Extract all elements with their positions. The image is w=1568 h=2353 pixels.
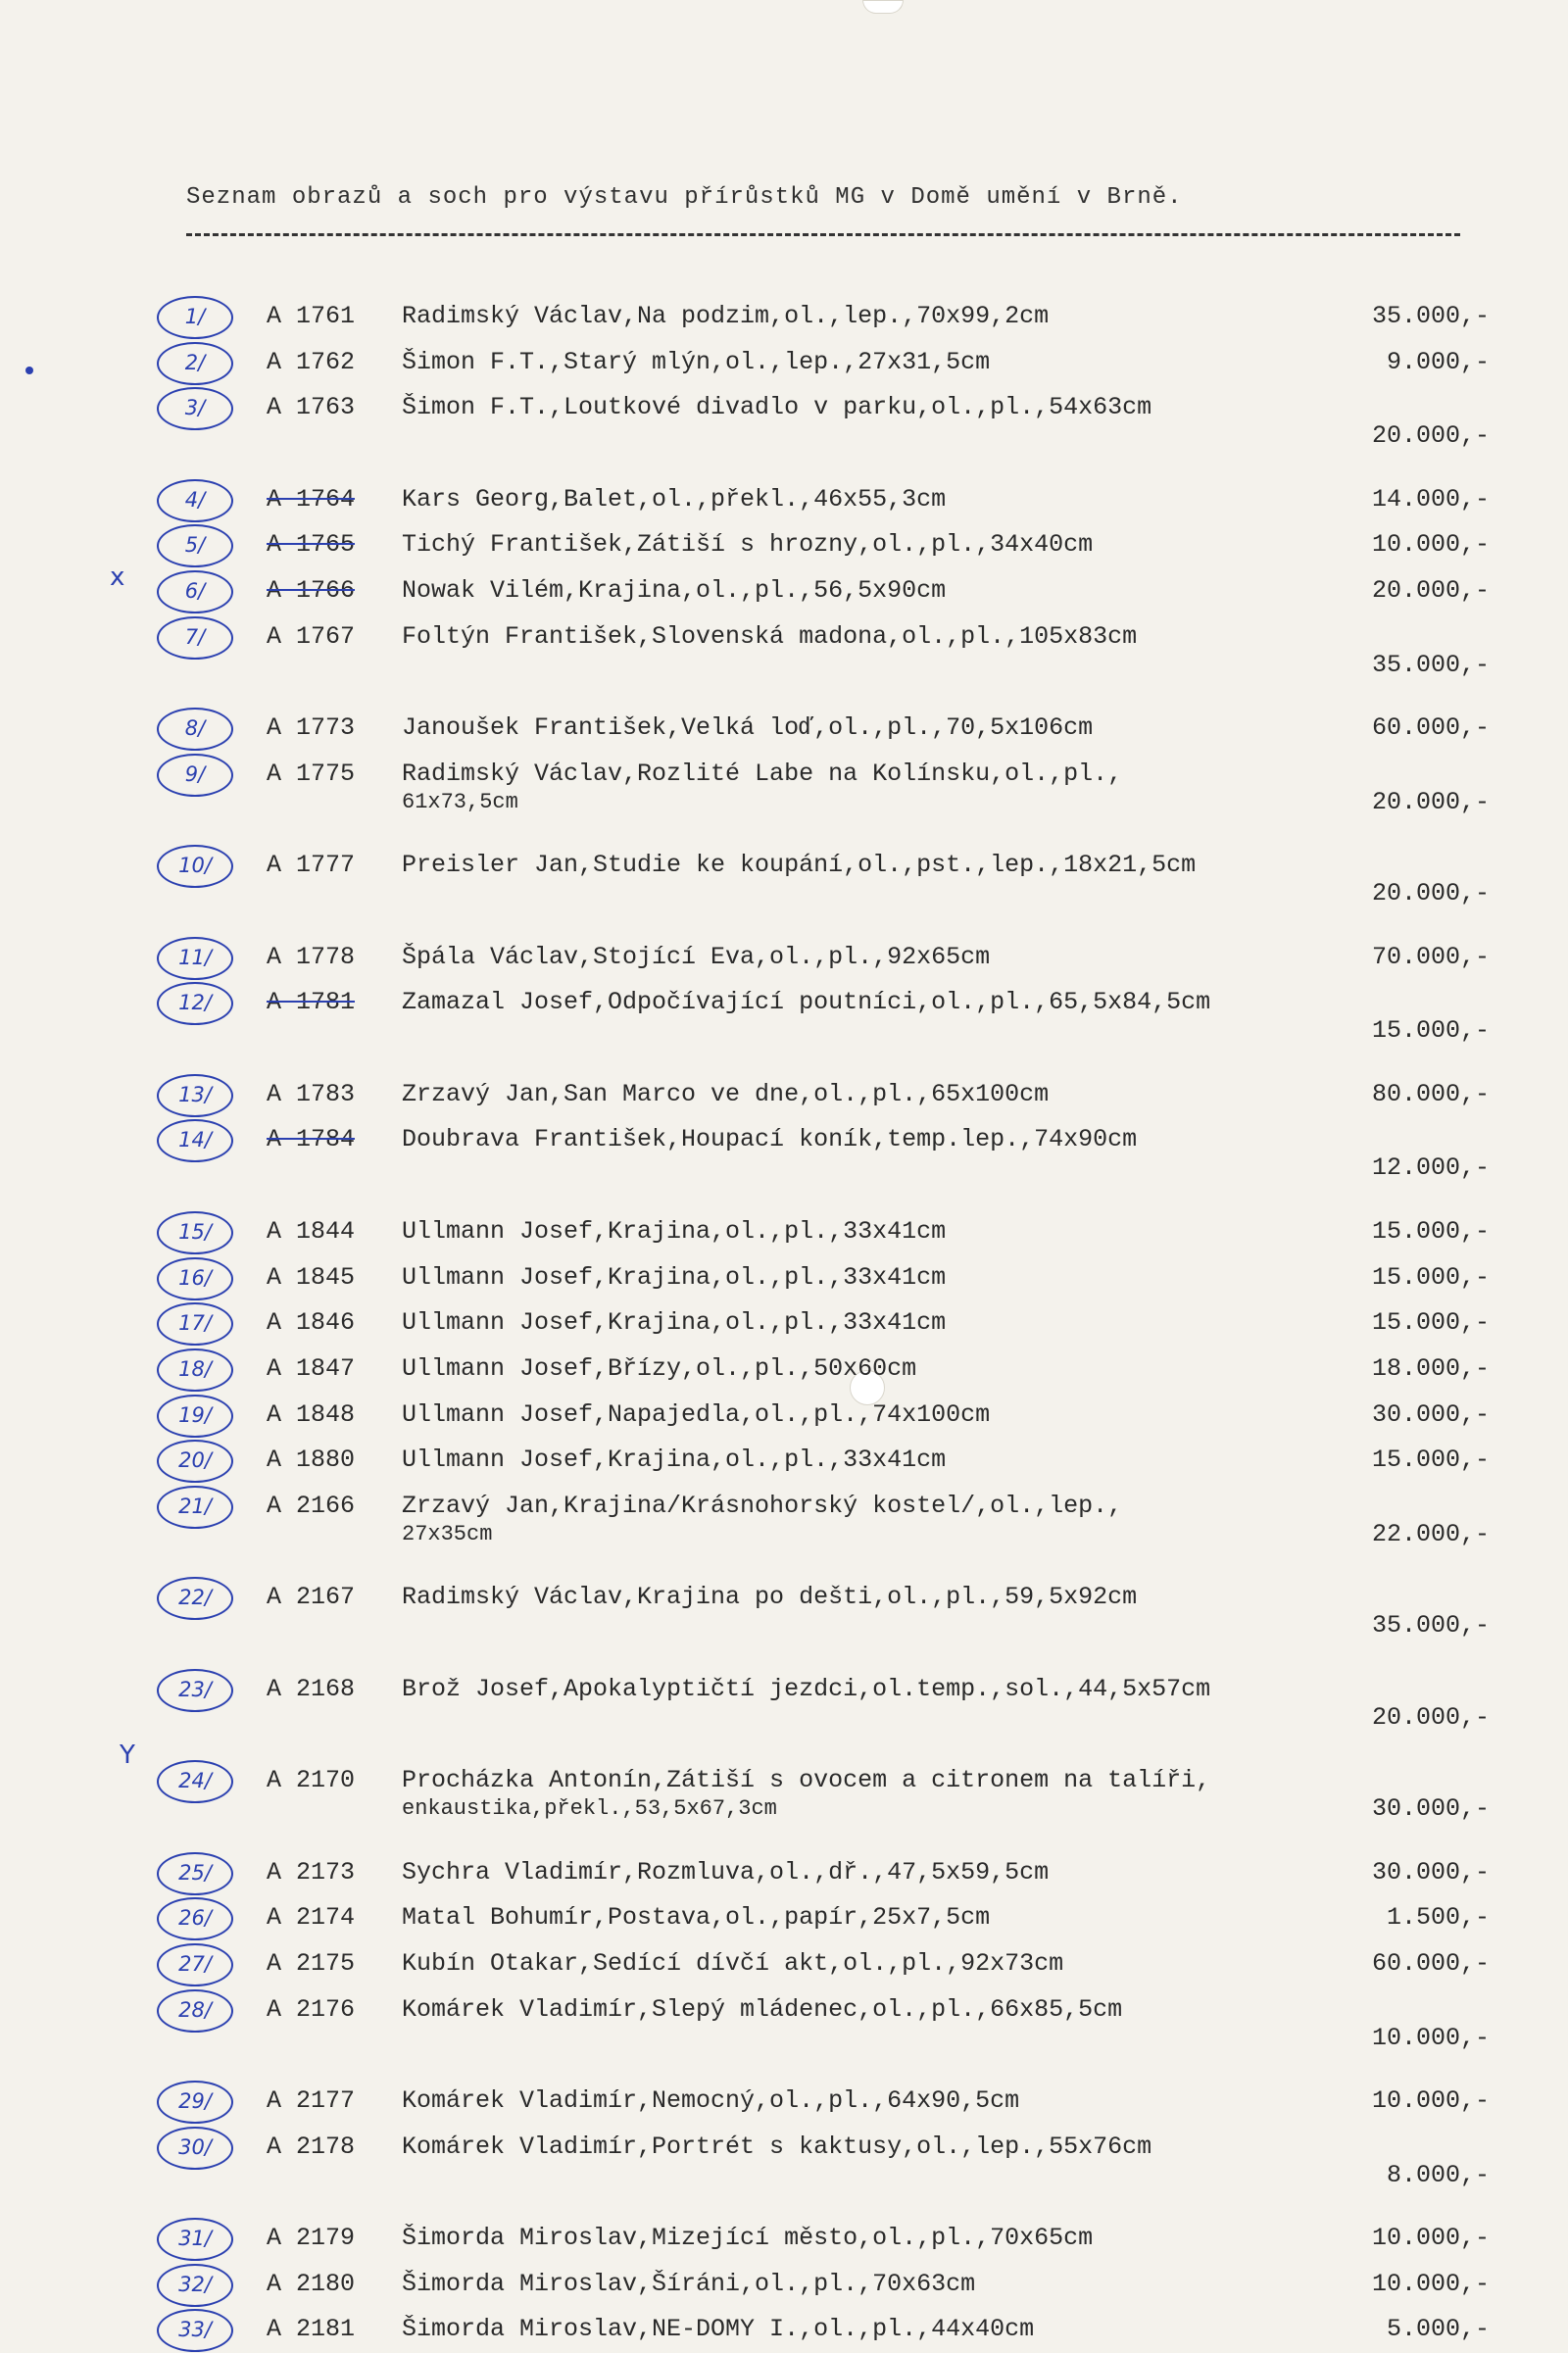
list-item bbox=[157, 1850, 1490, 1896]
artwork-description: Ullmann Josef,Krajina,ol.,pl.,33x41cm bbox=[402, 1446, 947, 1475]
circled-entry-number: 11/ bbox=[157, 937, 233, 980]
inventory-number bbox=[267, 1667, 394, 1712]
inventory-number-text: A 2179 bbox=[267, 2224, 356, 2253]
inventory-number-text: A 2173 bbox=[267, 1857, 356, 1887]
inventory-number bbox=[267, 385, 394, 430]
artwork-description: Šimorda Miroslav,NE-DOMY I.,ol.,pl.,44x40cm bbox=[402, 2315, 1035, 2344]
artwork-description: Šimon F.T.,Loutkové divadlo v parku,ol.,pl.,54x63cm bbox=[402, 393, 1152, 422]
artwork-description: Procházka Antonín,Zátiší s ovocem a citronem na talíři, bbox=[402, 1766, 1211, 1795]
inventory-number-text: A 1777 bbox=[267, 851, 356, 880]
entries-list bbox=[157, 294, 1490, 2353]
list-item bbox=[157, 1575, 1490, 1666]
circled-entry-number: 29/ bbox=[157, 2081, 233, 2124]
inventory-number-text: A 1766 bbox=[267, 576, 356, 606]
inventory-number bbox=[267, 477, 394, 522]
artwork-description: Kubín Otakar,Sedící dívčí akt,ol.,pl.,92x73cm bbox=[402, 1948, 1064, 1978]
circled-entry-number: 23/ bbox=[157, 1669, 233, 1712]
price: 10.000,- bbox=[1371, 2085, 1490, 2115]
inventory-number-text: A 2180 bbox=[267, 2269, 356, 2298]
inventory-number bbox=[267, 1484, 394, 1529]
artwork-description: Zrzavý Jan,San Marco ve dne,ol.,pl.,65x100cm bbox=[402, 1079, 1050, 1108]
artwork-description: Ullmann Josef,Krajina,ol.,pl.,33x41cm bbox=[402, 1216, 947, 1246]
price: 30.000,- bbox=[1371, 1794, 1490, 1824]
inventory-number-text: A 2178 bbox=[267, 2132, 356, 2161]
inventory-number-text: A 2166 bbox=[267, 1491, 356, 1520]
artwork-description: Radimský Václav,Krajina po dešti,ol.,pl.,59,5x92cm bbox=[402, 1583, 1138, 1612]
artwork-description: Šimorda Miroslav,Šíráni,ol.,pl.,70x63cm bbox=[402, 2269, 976, 2298]
inventory-number bbox=[267, 980, 394, 1025]
artwork-description: Komárek Vladimír,Portrét s kaktusy,ol.,lep.,55x76cm bbox=[402, 2132, 1152, 2161]
inventory-number-text: A 2168 bbox=[267, 1674, 356, 1703]
inventory-number-text: A 1847 bbox=[267, 1353, 356, 1383]
price: 18.000,- bbox=[1371, 1353, 1490, 1383]
list-item bbox=[157, 340, 1490, 386]
artwork-description: Zamazal Josef,Odpočívající poutníci,ol.,pl.,65,5x84,5cm bbox=[402, 988, 1211, 1017]
price: 15.000,- bbox=[1371, 1216, 1490, 1246]
list-item bbox=[157, 2307, 1490, 2353]
inventory-number-text: A 1767 bbox=[267, 621, 356, 651]
inventory-number-text: A 1765 bbox=[267, 530, 356, 560]
inventory-number bbox=[267, 1758, 394, 1803]
price: 20.000,- bbox=[1371, 1702, 1490, 1732]
circled-entry-number: 26/ bbox=[157, 1897, 233, 1940]
list-item bbox=[157, 706, 1490, 752]
price: 10.000,- bbox=[1371, 2224, 1490, 2253]
list-item bbox=[157, 568, 1490, 614]
artwork-description: Šimon F.T.,Starý mlýn,ol.,lep.,27x31,5cm bbox=[402, 347, 991, 376]
circled-entry-number: 2/ bbox=[157, 342, 233, 385]
artwork-description: Komárek Vladimír,Slepý mládenec,ol.,pl.,66x85,5cm bbox=[402, 1994, 1123, 2024]
artwork-description: Foltýn František,Slovenská madona,ol.,pl.,105x83cm bbox=[402, 621, 1138, 651]
ink-dot bbox=[25, 367, 33, 374]
circled-entry-number: 31/ bbox=[157, 2218, 233, 2261]
price: 10.000,- bbox=[1371, 530, 1490, 560]
price: 15.000,- bbox=[1371, 1016, 1490, 1046]
price: 22.000,- bbox=[1371, 1519, 1490, 1548]
circled-entry-number: 6/ bbox=[157, 570, 233, 613]
circled-entry-number: 10/ bbox=[157, 845, 233, 888]
inventory-number bbox=[267, 2216, 394, 2261]
inventory-number bbox=[267, 294, 394, 339]
inventory-number-text: A 1763 bbox=[267, 393, 356, 422]
price: 15.000,- bbox=[1371, 1446, 1490, 1475]
artwork-description: Tichý František,Zátiší s hrozny,ol.,pl.,34x40cm bbox=[402, 530, 1094, 560]
circled-entry-number: 18/ bbox=[157, 1348, 233, 1392]
circled-entry-number: 1/ bbox=[157, 296, 233, 339]
circled-entry-number: 13/ bbox=[157, 1074, 233, 1117]
inventory-number bbox=[267, 843, 394, 888]
price: 10.000,- bbox=[1371, 2269, 1490, 2298]
inventory-number bbox=[267, 1895, 394, 1940]
artwork-description: Šimorda Miroslav,Mizející město,ol.,pl.,70x65cm bbox=[402, 2224, 1094, 2253]
artwork-description: Ullmann Josef,Napajedla,ol.,pl.,74x100cm bbox=[402, 1399, 991, 1429]
inventory-number bbox=[267, 1300, 394, 1346]
list-item bbox=[157, 1209, 1490, 1255]
artwork-description: Doubrava František,Houpací koník,temp.lep.,74x90cm bbox=[402, 1125, 1138, 1154]
inventory-number bbox=[267, 706, 394, 751]
circled-entry-number: 8/ bbox=[157, 708, 233, 751]
price: 10.000,- bbox=[1371, 2023, 1490, 2052]
inventory-number bbox=[267, 2125, 394, 2170]
inventory-number-text: A 2181 bbox=[267, 2315, 356, 2344]
list-item bbox=[157, 2216, 1490, 2262]
inventory-number bbox=[267, 752, 394, 797]
price: 12.000,- bbox=[1371, 1153, 1490, 1183]
list-item bbox=[157, 1987, 1490, 2079]
inventory-number-text: A 2177 bbox=[267, 2085, 356, 2115]
price: 20.000,- bbox=[1371, 576, 1490, 606]
inventory-number bbox=[267, 2262, 394, 2307]
inventory-number-text: A 1783 bbox=[267, 1079, 356, 1108]
list-item bbox=[157, 980, 1490, 1071]
circled-entry-number: 14/ bbox=[157, 1119, 233, 1162]
price: 35.000,- bbox=[1371, 1611, 1490, 1641]
list-item bbox=[157, 1347, 1490, 1393]
inventory-number bbox=[267, 2079, 394, 2124]
inventory-number-text: A 1784 bbox=[267, 1125, 356, 1154]
list-item bbox=[157, 1393, 1490, 1439]
circled-entry-number: 28/ bbox=[157, 1989, 233, 2033]
artwork-description: Matal Bohumír,Postava,ol.,papír,25x7,5cm bbox=[402, 1903, 991, 1933]
inventory-number-text: A 1845 bbox=[267, 1262, 356, 1292]
list-item bbox=[157, 843, 1490, 934]
circled-entry-number: 4/ bbox=[157, 479, 233, 522]
list-item bbox=[157, 1438, 1490, 1484]
inventory-number bbox=[267, 340, 394, 385]
price: 14.000,- bbox=[1371, 484, 1490, 514]
circled-entry-number: 9/ bbox=[157, 754, 233, 797]
list-item bbox=[157, 2079, 1490, 2125]
inventory-number bbox=[267, 1393, 394, 1438]
price: 35.000,- bbox=[1371, 650, 1490, 679]
inventory-number-text: A 1764 bbox=[267, 484, 356, 514]
list-item bbox=[157, 1758, 1490, 1849]
artwork-description: Ullmann Josef,Krajina,ol.,pl.,33x41cm bbox=[402, 1308, 947, 1338]
price: 20.000,- bbox=[1371, 879, 1490, 908]
inventory-number-text: A 2175 bbox=[267, 1948, 356, 1978]
inventory-number-text: A 1846 bbox=[267, 1308, 356, 1338]
circled-entry-number: 21/ bbox=[157, 1486, 233, 1529]
inventory-number bbox=[267, 1438, 394, 1483]
artwork-description: Nowak Vilém,Krajina,ol.,pl.,56,5x90cm bbox=[402, 576, 947, 606]
list-item bbox=[157, 935, 1490, 981]
price: 20.000,- bbox=[1371, 787, 1490, 816]
circled-entry-number: 27/ bbox=[157, 1943, 233, 1986]
circled-entry-number: 7/ bbox=[157, 616, 233, 660]
circled-entry-number: 25/ bbox=[157, 1852, 233, 1895]
artwork-description: Kars Georg,Balet,ol.,překl.,46x55,3cm bbox=[402, 484, 947, 514]
inventory-number bbox=[267, 2307, 394, 2352]
title-underline bbox=[186, 233, 1460, 236]
circled-entry-number: 30/ bbox=[157, 2127, 233, 2170]
artwork-description: Zrzavý Jan,Krajina/Krásnohorský kostel/,ol.,lep., bbox=[402, 1491, 1123, 1520]
inventory-number bbox=[267, 614, 394, 660]
circled-entry-number: 5/ bbox=[157, 524, 233, 567]
document-title: Seznam obrazů a soch pro výstavu přírůstků MG v Domě umění v Brně. bbox=[186, 184, 1183, 211]
circled-entry-number: 33/ bbox=[157, 2309, 233, 2352]
inventory-number bbox=[267, 568, 394, 613]
artwork-description-continued: 27x35cm bbox=[402, 1521, 493, 1546]
artwork-description: Sychra Vladimír,Rozmluva,ol.,dř.,47,5x59,5cm bbox=[402, 1857, 1050, 1887]
artwork-description: Špála Václav,Stojící Eva,ol.,pl.,92x65cm bbox=[402, 942, 991, 971]
inventory-number-text: A 2174 bbox=[267, 1903, 356, 1933]
inventory-number bbox=[267, 1347, 394, 1392]
price: 30.000,- bbox=[1371, 1857, 1490, 1887]
inventory-number-text: A 1761 bbox=[267, 302, 356, 330]
price: 20.000,- bbox=[1371, 421, 1490, 451]
inventory-number bbox=[267, 1072, 394, 1117]
handwritten-mark-x: x bbox=[110, 563, 125, 592]
inventory-number-text: A 1848 bbox=[267, 1399, 356, 1429]
artwork-description: Radimský Václav,Rozlité Labe na Kolínsku,ol.,pl., bbox=[402, 759, 1123, 788]
inventory-number-text: A 2167 bbox=[267, 1583, 356, 1612]
inventory-number-text: A 1775 bbox=[267, 759, 356, 788]
inventory-number bbox=[267, 1850, 394, 1895]
price: 1.500,- bbox=[1386, 1903, 1490, 1933]
inventory-number-text: A 1778 bbox=[267, 942, 356, 971]
inventory-number-text: A 1844 bbox=[267, 1216, 356, 1246]
list-item bbox=[157, 1667, 1490, 1758]
list-item bbox=[157, 1941, 1490, 1987]
price: 70.000,- bbox=[1371, 942, 1490, 971]
price: 15.000,- bbox=[1371, 1308, 1490, 1338]
list-item bbox=[157, 477, 1490, 523]
inventory-number bbox=[267, 1941, 394, 1986]
circled-entry-number: 15/ bbox=[157, 1211, 233, 1254]
inventory-number-text: A 1773 bbox=[267, 713, 356, 743]
price: 60.000,- bbox=[1371, 713, 1490, 743]
list-item bbox=[157, 1484, 1490, 1575]
inventory-number bbox=[267, 1209, 394, 1254]
price: 15.000,- bbox=[1371, 1262, 1490, 1292]
circled-entry-number: 17/ bbox=[157, 1302, 233, 1346]
price: 8.000,- bbox=[1386, 2160, 1490, 2189]
artwork-description: Preisler Jan,Studie ke koupání,ol.,pst.,lep.,18x21,5cm bbox=[402, 851, 1197, 880]
price: 80.000,- bbox=[1371, 1079, 1490, 1108]
inventory-number-text: A 1762 bbox=[267, 347, 356, 376]
list-item bbox=[157, 1072, 1490, 1118]
circled-entry-number: 3/ bbox=[157, 387, 233, 430]
circled-entry-number: 32/ bbox=[157, 2264, 233, 2307]
list-item bbox=[157, 1300, 1490, 1347]
list-item bbox=[157, 752, 1490, 843]
price: 5.000,- bbox=[1386, 2315, 1490, 2344]
artwork-description: Radimský Václav,Na podzim,ol.,lep.,70x99,2cm bbox=[402, 302, 1050, 330]
inventory-number bbox=[267, 935, 394, 980]
circled-entry-number: 24/ bbox=[157, 1760, 233, 1803]
artwork-description: Komárek Vladimír,Nemocný,ol.,pl.,64x90,5cm bbox=[402, 2085, 1020, 2115]
price: 30.000,- bbox=[1371, 1399, 1490, 1429]
artwork-description-continued: 61x73,5cm bbox=[402, 789, 518, 814]
inventory-number bbox=[267, 522, 394, 567]
inventory-number bbox=[267, 1255, 394, 1300]
punch-hole-top bbox=[862, 0, 904, 14]
inventory-number bbox=[267, 1575, 394, 1620]
list-item bbox=[157, 385, 1490, 476]
list-item bbox=[157, 614, 1490, 706]
inventory-number-text: A 1880 bbox=[267, 1446, 356, 1475]
list-item bbox=[157, 2125, 1490, 2216]
list-item bbox=[157, 1255, 1490, 1301]
artwork-description: Ullmann Josef,Krajina,ol.,pl.,33x41cm bbox=[402, 1262, 947, 1292]
artwork-description: Janoušek František,Velká loď,ol.,pl.,70,5x106cm bbox=[402, 713, 1094, 743]
artwork-description-continued: enkaustika,překl.,53,5x67,3cm bbox=[402, 1796, 777, 1822]
list-item bbox=[157, 1895, 1490, 1941]
circled-entry-number: 12/ bbox=[157, 982, 233, 1025]
circled-entry-number: 22/ bbox=[157, 1577, 233, 1620]
handwritten-mark-y: Y bbox=[120, 1740, 135, 1770]
inventory-number bbox=[267, 1987, 394, 2033]
price: 35.000,- bbox=[1371, 302, 1490, 330]
price: 9.000,- bbox=[1386, 347, 1490, 376]
list-item bbox=[157, 294, 1490, 340]
inventory-number bbox=[267, 1117, 394, 1162]
circled-entry-number: 20/ bbox=[157, 1440, 233, 1483]
inventory-number-text: A 2170 bbox=[267, 1766, 356, 1795]
list-item bbox=[157, 1117, 1490, 1208]
inventory-number-text: A 2176 bbox=[267, 1994, 356, 2024]
price: 60.000,- bbox=[1371, 1948, 1490, 1978]
list-item bbox=[157, 522, 1490, 568]
artwork-description: Ullmann Josef,Břízy,ol.,pl.,50x60cm bbox=[402, 1353, 917, 1383]
list-item bbox=[157, 2262, 1490, 2308]
circled-entry-number: 19/ bbox=[157, 1395, 233, 1438]
circled-entry-number: 16/ bbox=[157, 1257, 233, 1300]
inventory-number-text: A 1781 bbox=[267, 988, 356, 1017]
artwork-description: Brož Josef,Apokalyptičtí jezdci,ol.temp.,sol.,44,5x57cm bbox=[402, 1674, 1211, 1703]
